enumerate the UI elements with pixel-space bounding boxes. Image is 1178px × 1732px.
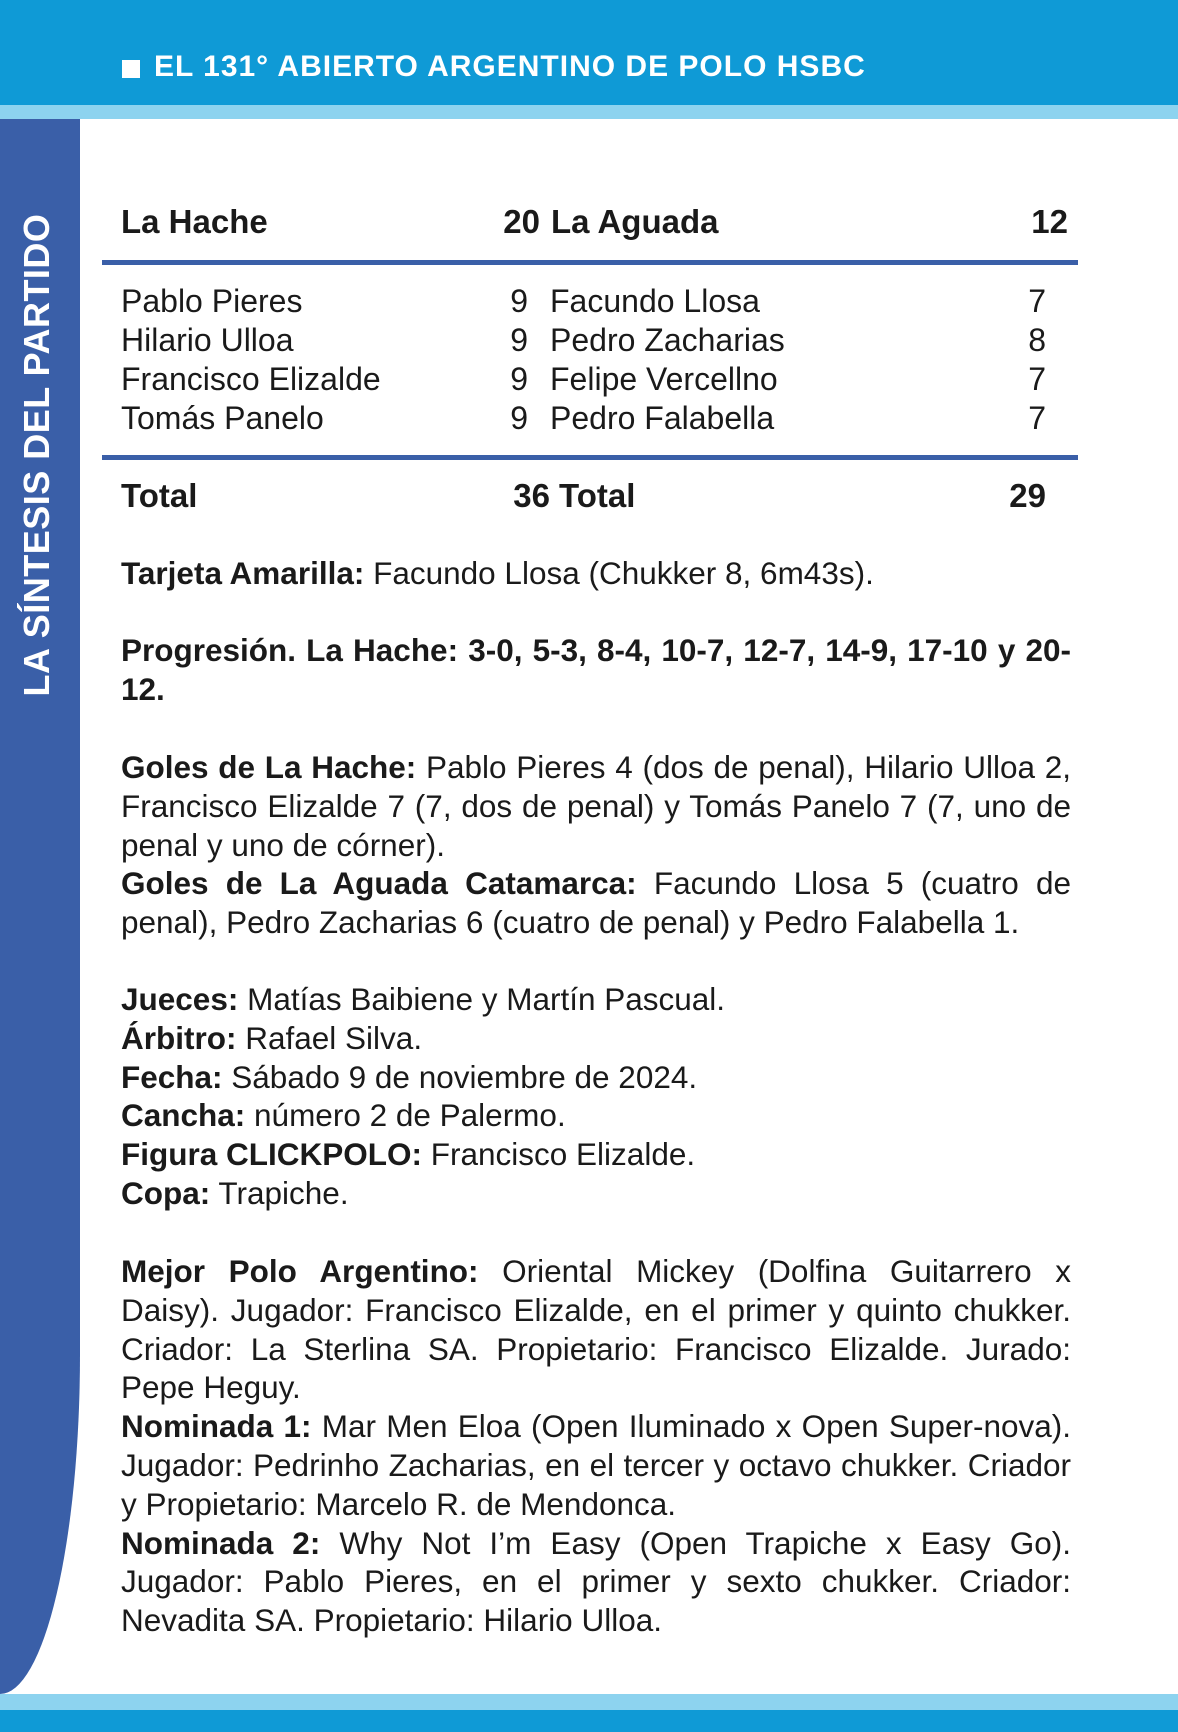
progresion	[121, 631, 1071, 709]
player-handicap: 8	[1028, 322, 1046, 358]
figura-label: Figura CLICKPOLO:	[121, 1136, 422, 1173]
footer-bar	[0, 1710, 1178, 1732]
total-a: 36	[513, 477, 550, 514]
nominada2-text: Why Not I’m Easy (Open Trapiche x Easy Go). Jugador: Pablo Pieres, en el primer y sexto chukker. Criador: Nevadita SA. Propietario: Hilario Ulloa.	[121, 1524, 1071, 1639]
fecha-label: Fecha:	[121, 1058, 223, 1095]
player-handicap: 9	[510, 322, 528, 358]
player-handicap: 9	[510, 361, 528, 397]
jueces-text: Matías Baibiene y Martín Pascual.	[238, 981, 726, 1017]
table-rule-bottom	[102, 455, 1078, 460]
goles	[121, 748, 1071, 942]
footer-stripe	[0, 1694, 1178, 1710]
player-name: Hilario Ulloa	[121, 322, 294, 358]
total-label-b: Total	[559, 477, 636, 514]
nominada1-label: Nominada 1:	[121, 1408, 312, 1445]
horses	[121, 1252, 1071, 1640]
tarjeta-text: Facundo Llosa (Chukker 8, 6m43s).	[364, 555, 874, 591]
total-b: 29	[1009, 477, 1046, 514]
sidebar-label: LA SÍNTESIS DEL PARTIDO	[16, 213, 57, 697]
goles-a-text: Pablo Pieres 4 (dos de penal), Hilario Ulloa 2, Francisco Elizalde 7 (7, dos de penal) y Tomás Panelo 7 (7, uno de penal y uno de córner).	[121, 749, 1071, 863]
total-label-a: Total	[121, 477, 198, 514]
nominada1-text: Mar Men Eloa (Open Iluminado x Open Super-nova). Jugador: Pedrinho Zacharias, en el tercer y octavo chukker. Criador y Propietario: Marcelo R. de Mendonca.	[121, 1408, 1071, 1522]
square-bullet-icon	[122, 60, 140, 78]
copa-text: Trapiche.	[210, 1174, 349, 1211]
goles-b-label: Goles de La Aguada Catamarca:	[121, 865, 637, 902]
jueces-label: Jueces:	[121, 981, 239, 1017]
player-handicap: 7	[1028, 361, 1046, 397]
team-b-name: La Aguada	[551, 203, 719, 240]
header-stripe	[0, 105, 1178, 119]
nominada2-label: Nominada 2:	[121, 1524, 321, 1561]
arbitro-text: Rafael Silva.	[236, 1019, 423, 1056]
player-handicap: 9	[510, 283, 528, 319]
mejor-text: Oriental Mickey (Dolfina Guitarrero x Daisy). Jugador: Francisco Elizalde, en el primer y quinto chukker. Criador: La Sterlina SA. Propietario: Francisco Elizalde. Jurado: Pepe Heguy.	[121, 1253, 1072, 1406]
progresion-text: Progresión. La Hache: 3-0, 5-3, 8-4, 10-7, 12-7, 14-9, 17-10 y 20-12.	[121, 632, 1071, 707]
figura-text: Francisco Elizalde.	[422, 1136, 696, 1173]
tarjeta-label: Tarjeta Amarilla:	[121, 555, 365, 591]
goles-b-text: Facundo Llosa 5 (cuatro de penal), Pedro Zacharias 6 (cuatro de penal) y Pedro Falabella 1.	[121, 865, 1071, 941]
header-title: EL 131° ABIERTO ARGENTINO DE POLO HSBC	[154, 50, 866, 83]
player-handicap: 9	[510, 400, 528, 436]
team-b-score: 12	[1031, 203, 1068, 240]
fecha-text: Sábado 9 de noviembre de 2024.	[222, 1058, 698, 1095]
table-rule-top	[102, 260, 1078, 265]
copa-label: Copa:	[121, 1174, 211, 1211]
player-name: Francisco Elizalde	[121, 361, 381, 397]
player-name: Pablo Pieres	[121, 283, 303, 319]
player-name: Pedro Zacharias	[550, 322, 785, 358]
arbitro-label: Árbitro:	[121, 1019, 237, 1056]
player-handicap: 7	[1028, 283, 1046, 319]
goles-a-label: Goles de La Hache:	[121, 749, 417, 785]
player-name: Facundo Llosa	[550, 283, 760, 319]
cancha-text: número 2 de Palermo.	[245, 1097, 566, 1134]
player-name: Pedro Falabella	[550, 400, 775, 436]
mejor-label: Mejor Polo Argentino:	[121, 1253, 479, 1289]
team-a-score: 20	[503, 203, 540, 240]
tarjeta-amarilla	[121, 554, 1071, 593]
player-name: Felipe Vercellno	[550, 361, 778, 397]
cancha-label: Cancha:	[121, 1097, 246, 1134]
player-handicap: 7	[1028, 400, 1046, 436]
team-a-name: La Hache	[121, 203, 268, 240]
player-name: Tomás Panelo	[121, 400, 324, 436]
officials	[121, 980, 1071, 1213]
